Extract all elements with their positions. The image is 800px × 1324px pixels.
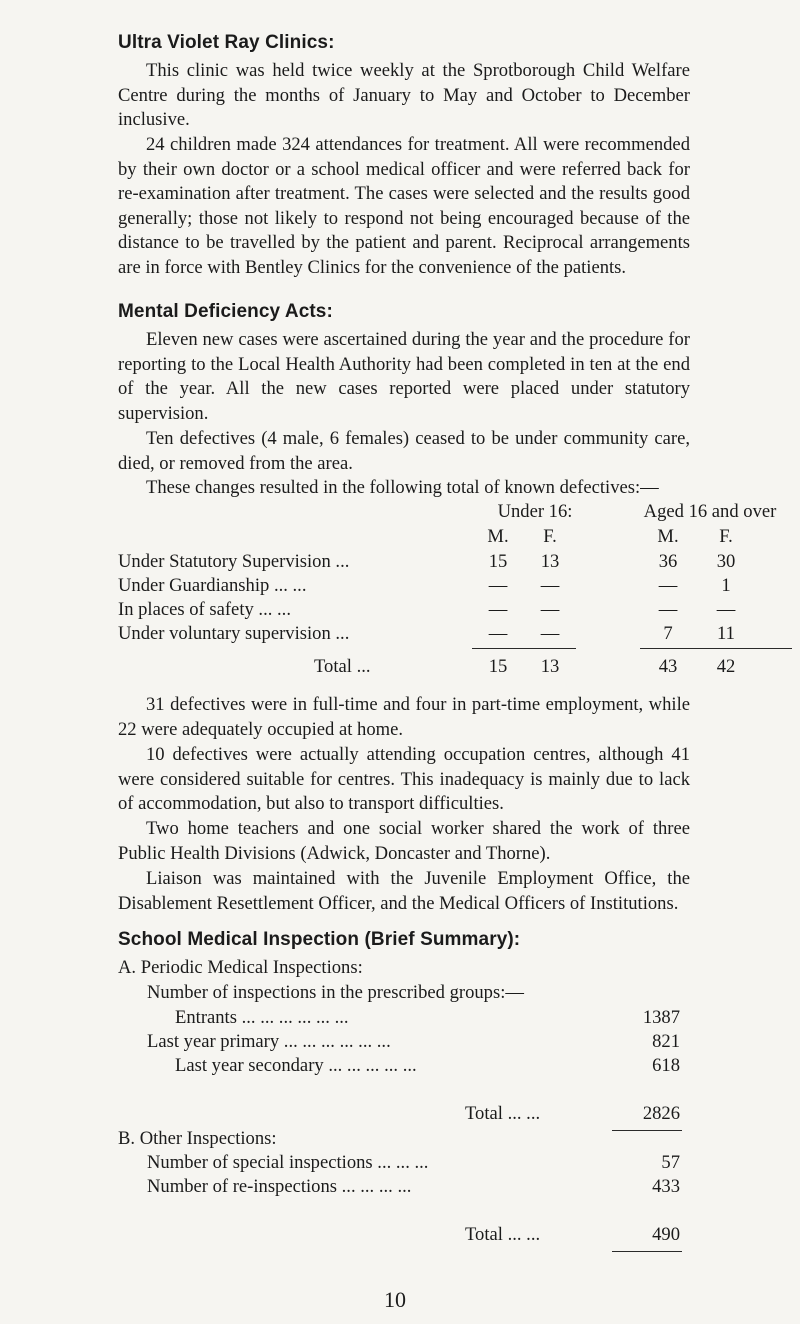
- section-a-title: A. Periodic Medical Inspections:: [118, 957, 363, 978]
- section-a-total-rule: [612, 1130, 682, 1131]
- table-cell: 30: [716, 551, 736, 572]
- list-item-value: 1387: [642, 1007, 680, 1028]
- section-a-total-label: Total ... ...: [465, 1103, 541, 1124]
- table-total-cell: 42: [716, 656, 736, 677]
- col-header-aged-male: M.: [657, 526, 679, 547]
- table-total-label: Total ...: [314, 656, 371, 677]
- table-cell: —: [488, 623, 508, 644]
- table-cell: —: [716, 599, 736, 620]
- section-b-total-label: Total ... ...: [465, 1224, 541, 1245]
- uv-clinics-paragraph-1: This clinic was held twice weekly at the Sprotborough Child Welfare Centre during the months of January to May and October to December inclusive.: [118, 60, 690, 131]
- table-rule-aged: [640, 648, 792, 649]
- section-a-subtitle: Number of inspections in the prescribed groups:—: [147, 982, 524, 1003]
- list-item-label: Last year secondary ... ... ... ... ...: [175, 1055, 417, 1076]
- uv-clinics-heading: Ultra Violet Ray Clinics:: [118, 32, 335, 53]
- section-b-title: B. Other Inspections:: [118, 1128, 277, 1149]
- list-item-label: Number of re-inspections ... ... ... ...: [147, 1176, 412, 1197]
- md-paragraph-2: Ten defectives (4 male, 6 females) ceased to be under community care, died, or removed from the area.: [118, 428, 690, 474]
- list-item-label: Entrants ... ... ... ... ... ...: [175, 1007, 349, 1028]
- col-header-aged-female: F.: [719, 526, 733, 547]
- md-paragraph-1: Eleven new cases were ascertained during the year and the procedure for reporting to the Local Health Authority had been completed in ten at the end of the year. All the new cases reported were placed under statutory supervision.: [118, 329, 690, 424]
- table-cell: —: [658, 599, 678, 620]
- page-number: 10: [384, 1287, 406, 1312]
- table-cell: —: [540, 599, 560, 620]
- table-cell: 1: [721, 575, 731, 596]
- table-total-cell: 15: [488, 656, 508, 677]
- table-cell: —: [540, 623, 560, 644]
- list-item-label: Number of special inspections ... ... ...: [147, 1152, 429, 1173]
- table-total-cell: 13: [540, 656, 560, 677]
- uv-clinics-paragraph-2: 24 children made 324 attendances for treatment. All were recommended by their own doctor or a school medical officer and were referred back for re-examination after treatment. The cases were selected and the results good generally; those not likely to respond not being encouraged because of the distance to be travelled by the patient and parent. Reciprocal arrangements are in force with Bentley Clinics for the convenience of the patients.: [118, 134, 690, 278]
- list-item-value: 618: [652, 1055, 680, 1076]
- table-cell: —: [658, 575, 678, 596]
- table-total-cell: 43: [658, 656, 678, 677]
- table-cell: 13: [540, 551, 560, 572]
- list-item-value: 821: [652, 1031, 680, 1052]
- table-row-label: In places of safety ... ...: [118, 599, 291, 620]
- table-cell: 7: [663, 623, 673, 644]
- col-header-under-female: F.: [543, 526, 557, 547]
- md-paragraph-5: 10 defectives were actually attending occupation centres, although 41 were considered suitable for centres. This inadequacy is mainly due to lack of accommodation, but also to transport difficulties.: [118, 744, 690, 815]
- md-paragraph-6: Two home teachers and one social worker shared the work of three Public Health Divisions (Adwick, Doncaster and Thorne).: [118, 818, 690, 864]
- md-paragraph-4: 31 defectives were in full-time and four in part-time employment, while 22 were adequately occupied at home.: [118, 694, 690, 740]
- table-cell: —: [488, 599, 508, 620]
- school-medical-heading: School Medical Inspection (Brief Summary):: [118, 929, 521, 950]
- list-item-value: 433: [652, 1176, 680, 1197]
- table-cell: —: [488, 575, 508, 596]
- col-header-under-male: M.: [487, 526, 509, 547]
- section-a-total: 2826: [642, 1103, 680, 1124]
- table-group-under-16: Under 16:: [497, 501, 573, 522]
- table-cell: 11: [717, 623, 735, 644]
- table-cell: 36: [658, 551, 678, 572]
- table-row-label: Under voluntary supervision ...: [118, 623, 350, 644]
- table-rule-under-16: [472, 648, 576, 649]
- table-row-label: Under Statutory Supervision ...: [118, 551, 350, 572]
- list-item-value: 57: [661, 1152, 680, 1173]
- table-cell: —: [540, 575, 560, 596]
- section-b-total: 490: [652, 1224, 680, 1245]
- section-b-total-rule: [612, 1251, 682, 1252]
- md-paragraph-3: These changes resulted in the following total of known defectives:—: [146, 477, 659, 498]
- table-group-aged-16-over: Aged 16 and over: [643, 501, 777, 522]
- table-cell: 15: [488, 551, 508, 572]
- md-paragraph-7: Liaison was maintained with the Juvenile Employment Office, the Disablement Resettlement Officer, and the Medical Officers of Institutions.: [118, 868, 690, 914]
- list-item-label: Last year primary ... ... ... ... ... ...: [147, 1031, 391, 1052]
- mental-deficiency-heading: Mental Deficiency Acts:: [118, 301, 333, 322]
- table-row-label: Under Guardianship ... ...: [118, 575, 307, 596]
